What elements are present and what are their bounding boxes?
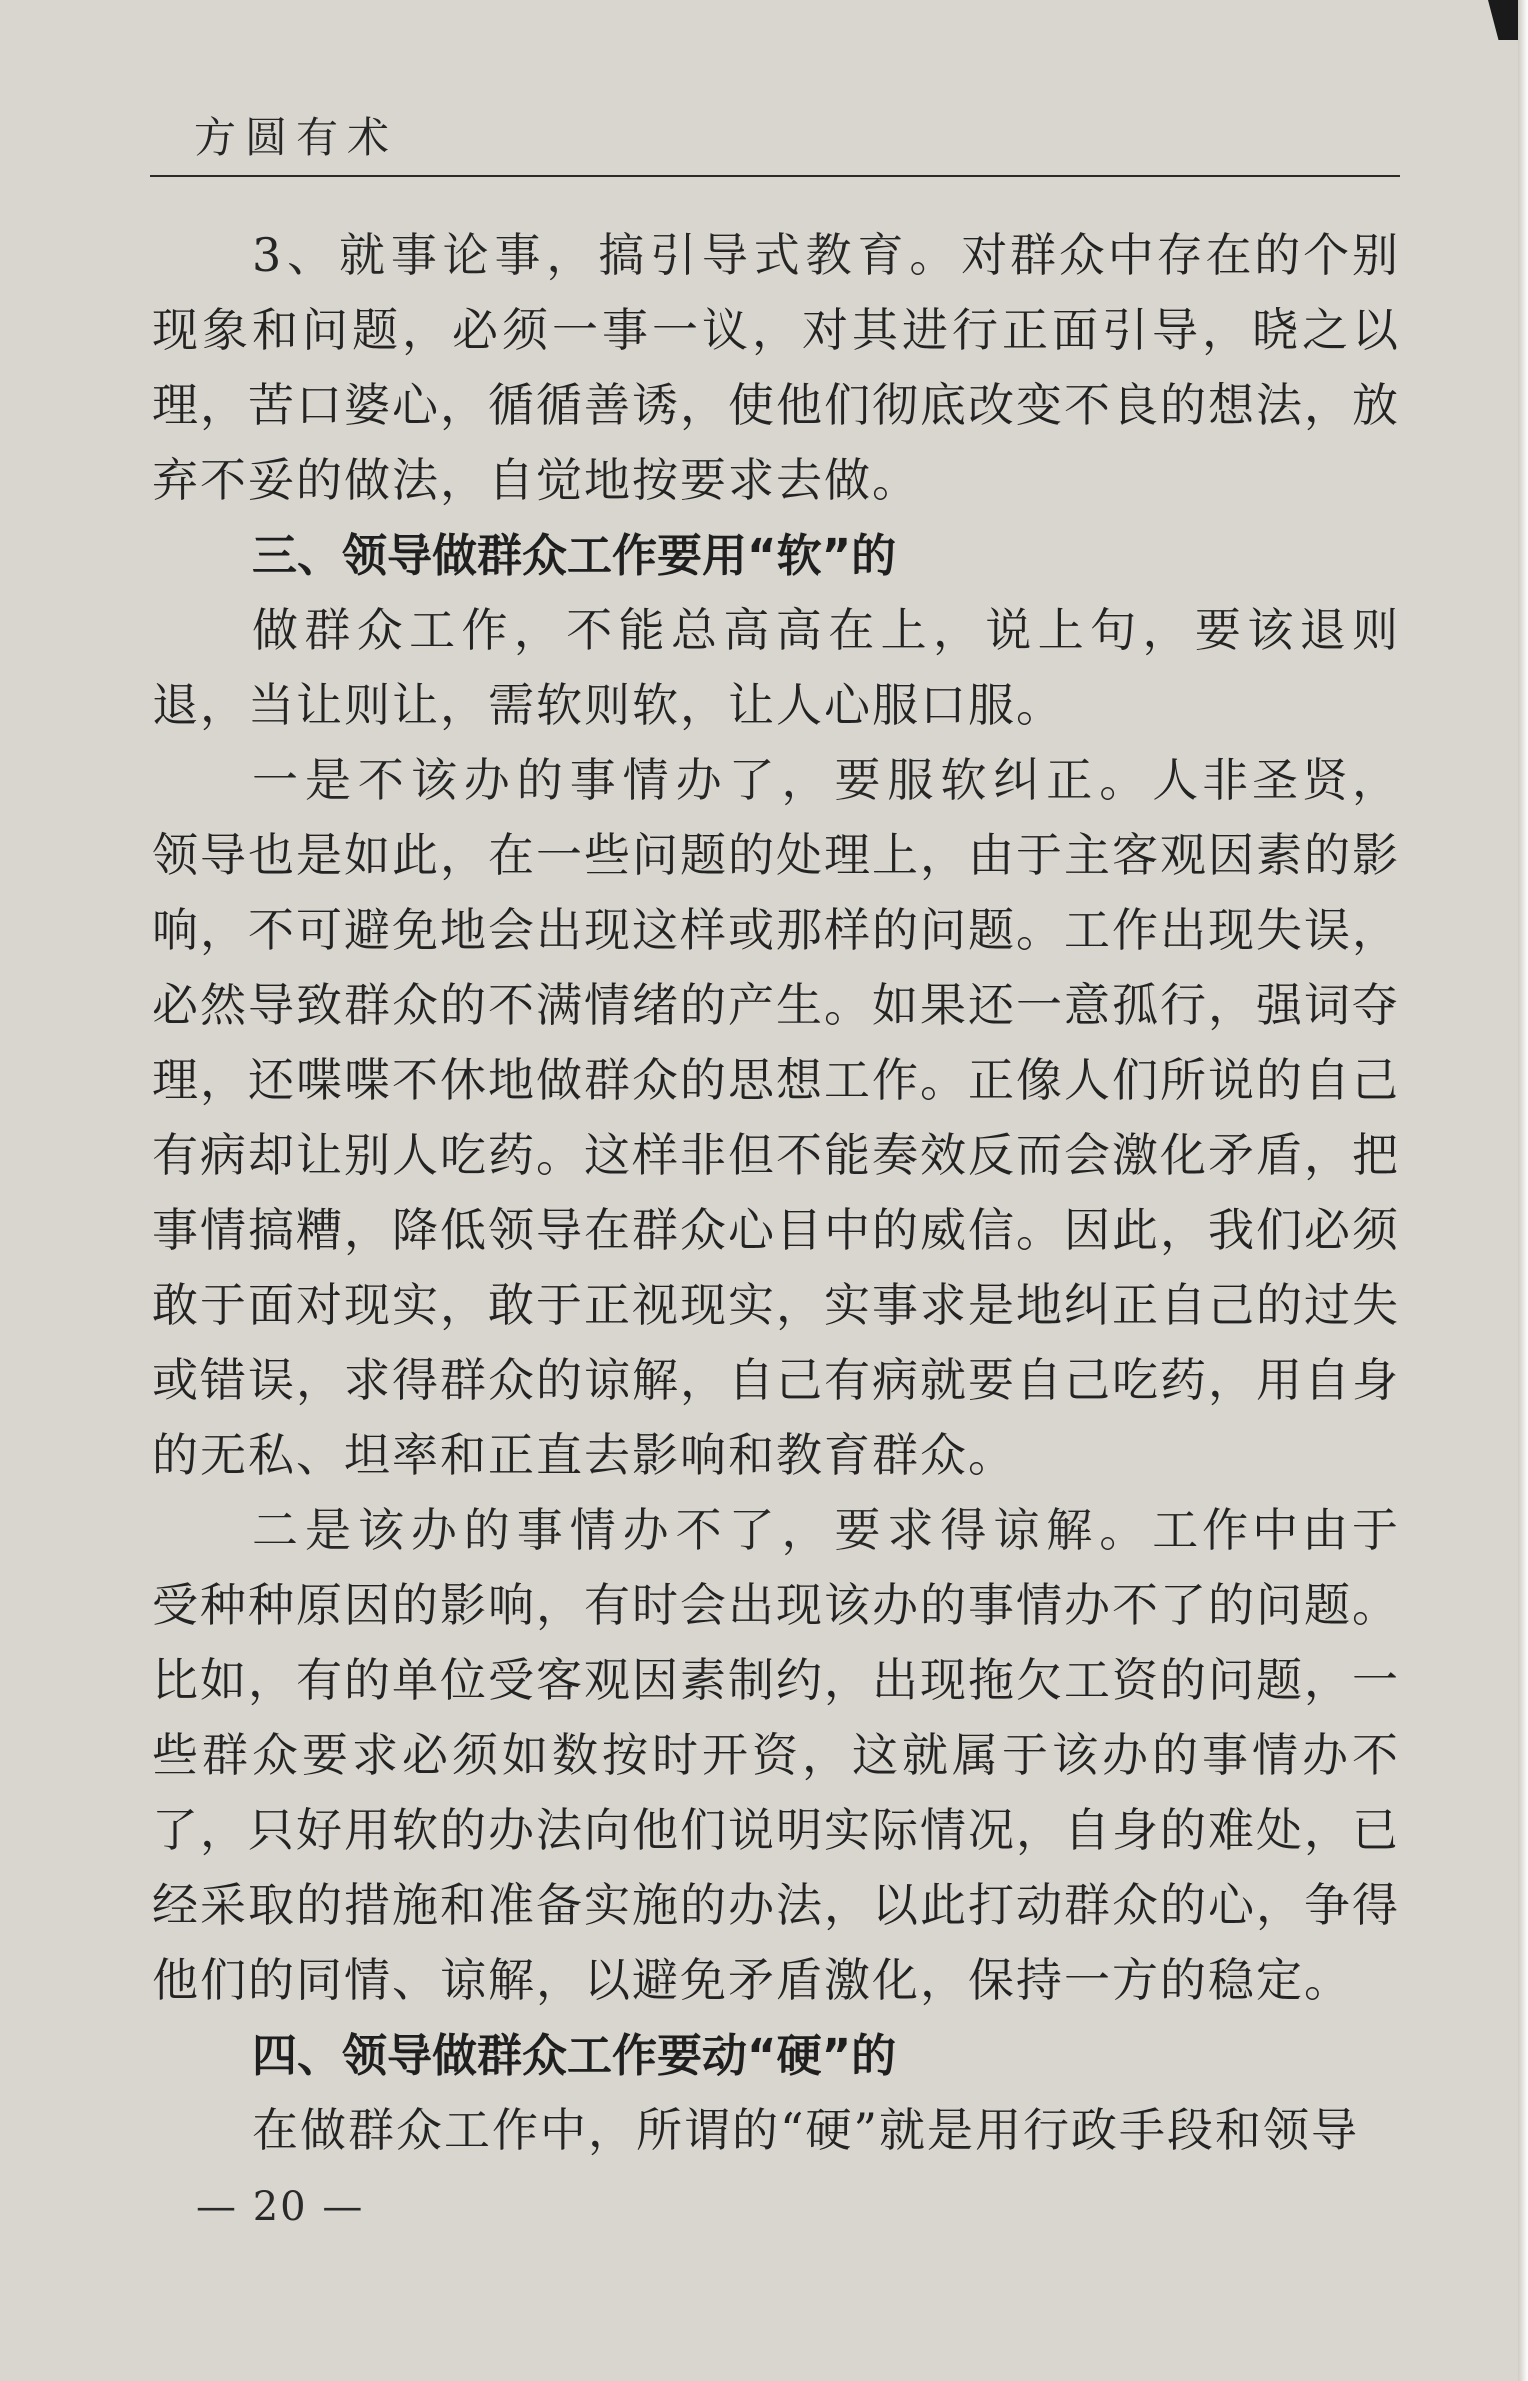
paragraph-3	[152, 743, 1400, 1493]
paragraph-4-text: 工作中由于受种种原因的影响，有时会出现该办的事情办不了的问题。比如，有的单位受客观因素制约，出现拖欠工资的问题，一些群众要求必须如数按时开资，这就属于该办的事情办不了，只好用软的办法向他们说明实际情况，自身的难处，已经采取的措施和准备实施的办法，以此打动群众的心，争得他们的同情、谅解，以避免矛盾激化，保持一方的稳定。	[152, 1503, 1401, 2007]
corner-scan-mark	[1488, 0, 1518, 40]
page-number: — 20 —	[196, 2184, 365, 2230]
section-heading-3: 三、领导做群众工作要用“软”的	[252, 529, 897, 582]
paragraph-4-lead: 二是该办的事情办不了，要求得谅解。	[252, 1503, 1153, 1557]
paragraph-3-text: 人非圣贤，领导也是如此，在一些问题的处理上，由于主客观因素的影响，不可避免地会出现这样或那样的问题。工作出现失误，必然导致群众的不满情绪的产生。如果还一意孤行，强词夺理，还喋喋不休地做群众的思想工作。正像人们所说的自己有病却让别人吃药。这样非但不能奏效反而会激化矛盾，把事情搞糟，降低领导在群众心目中的威信。因此，我们必须敢于面对现实，敢于正视现实，实事求是地纠正自己的过失或错误，求得群众的谅解，自己有病就要自己吃药，用自身的无私、坦率和正直去影响和教育群众。	[152, 753, 1401, 1482]
header-rule	[150, 175, 1400, 177]
body-text	[152, 218, 1400, 2168]
page-edge	[1518, 0, 1528, 2381]
section-heading-4: 四、领导做群众工作要动“硬”的	[252, 2029, 897, 2082]
paragraph-3-lead: 一是不该办的事情办了，要服软纠正。	[252, 753, 1153, 807]
paragraph-4	[152, 1493, 1400, 2018]
paragraph-1-text: 对群众中存在的个别现象和问题，必须一事一议，对其进行正面引导，晓之以理，苦口婆心，循循善诱，使他们彻底改变不良的想法，放弃不妥的做法，自觉地按要求去做。	[152, 228, 1400, 507]
paragraph-2: 做群众工作，不能总高高在上，说上句，要该退则退，当让则让，需软则软，让人心服口服。	[152, 603, 1400, 732]
paragraph-5: 在做群众工作中，所谓的“硬”就是用行政手段和领导	[252, 2103, 1360, 2157]
running-head-title: 方圆有术	[194, 113, 399, 162]
paragraph-1	[152, 218, 1400, 518]
paragraph-1-lead: 3、就事论事，搞引导式教育。	[252, 228, 962, 282]
